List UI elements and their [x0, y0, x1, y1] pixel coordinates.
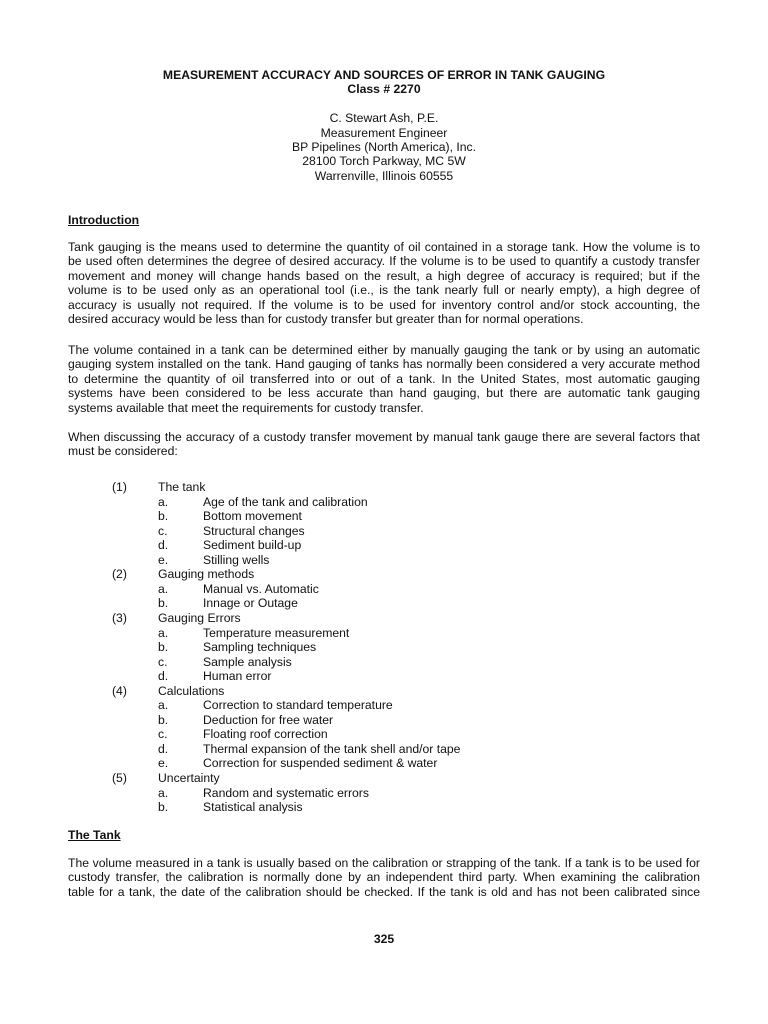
- factor-topic: Calculations: [158, 683, 225, 698]
- author-name: C. Stewart Ash, P.E.: [329, 111, 439, 125]
- paragraph-line: movement and money will change hands based on the result, a high degree of accuracy is required; but if the: [68, 268, 700, 283]
- subitem-letter: d.: [158, 538, 169, 553]
- factor-number: (5): [112, 771, 127, 785]
- subitem-letter: a.: [158, 785, 169, 800]
- the-tank-paragraph-1: [68, 856, 700, 899]
- subitem-text: Bottom movement: [203, 509, 302, 524]
- introduction-heading: Introduction: [68, 213, 140, 227]
- subitem-text: Structural changes: [203, 523, 305, 538]
- subitem-text: Floating roof correction: [203, 727, 328, 742]
- factor-number: (3): [112, 610, 127, 625]
- factor-topic: Gauging Errors: [158, 610, 241, 625]
- paragraph-line: table for a tank, the date of the calibration should be checked. If the tank is old and has not been calibrated since: [68, 884, 700, 899]
- paragraph-line: must be considered:: [68, 444, 178, 459]
- subitem-letter: d.: [158, 669, 169, 684]
- subitem-text: Sediment build-up: [203, 538, 302, 553]
- factor-topic: Gauging methods: [158, 567, 255, 582]
- paragraph-line: to determine the quantity of oil transferred into or out of a tank. In the United States, most automatic gauging: [68, 371, 700, 386]
- paragraph-line: Tank gauging is the means used to determine the quantity of oil contained in a storage tank. How the volume is to: [68, 240, 700, 254]
- paragraph-line: systems have been considered to be less accurate than hand gauging, but there are automatic tank gauging: [68, 386, 700, 401]
- factor-topic: The tank: [158, 480, 206, 494]
- subitem-letter: c.: [158, 727, 168, 742]
- subitem-letter: d.: [158, 741, 169, 756]
- paragraph-line: When discussing the accuracy of a custody transfer movement by manual tank gauge there are several factors that: [68, 430, 700, 444]
- subitem-text: Temperature measurement: [203, 625, 350, 640]
- author-address: 28100 Torch Parkway, MC 5W: [302, 154, 466, 168]
- subitem-letter: c.: [158, 523, 168, 538]
- subitem-text: Statistical analysis: [203, 800, 303, 815]
- page-number: 325: [373, 932, 395, 946]
- subitem-letter: b.: [158, 800, 169, 815]
- subitem-text: Innage or Outage: [203, 596, 298, 611]
- subitem-text: Stilling wells: [203, 552, 270, 567]
- factor-number: (4): [112, 683, 127, 698]
- subitem-text: Random and systematic errors: [203, 785, 369, 800]
- factor-topic: Uncertainty: [158, 771, 220, 785]
- subitem-text: Manual vs. Automatic: [203, 581, 319, 596]
- class-number: Class # 2270: [347, 82, 421, 96]
- subitem-letter: e.: [158, 552, 169, 567]
- subitem-text: Sampling techniques: [203, 640, 317, 655]
- factor-number: (1): [112, 480, 127, 494]
- paragraph-line: volume is to be used only as an operational tool (i.e., is the tank nearly full or nearly empty), a high degree of: [68, 283, 700, 298]
- introduction-paragraph-1: [68, 240, 700, 326]
- paragraph-line: systems available that meet the requirements for custody transfer.: [68, 400, 424, 415]
- subitem-text: Sample analysis: [203, 654, 292, 669]
- subitem-text: Deduction for free water: [203, 712, 334, 727]
- paragraph-line: be used often determines the degree of desired accuracy. If the volume is to be used to quantify a custody transfer: [68, 254, 700, 269]
- subitem-letter: b.: [158, 640, 169, 655]
- paragraph-line: gauging system installed on the tank. Hand gauging of tanks has normally been considered a very accurate method: [68, 357, 700, 372]
- paragraph-line: desired accuracy would be less than for custody transfer but greater than for normal operations.: [68, 311, 584, 326]
- document-title: MEASUREMENT ACCURACY AND SOURCES OF ERROR IN TANK GAUGING: [162, 68, 606, 82]
- paragraph-line: accuracy is usually not required. If the volume is to be used for inventory control and/or stock accounting, the: [68, 297, 700, 312]
- author-company: BP Pipelines (North America), Inc.: [291, 140, 476, 154]
- subitem-text: Correction for suspended sediment & water: [203, 756, 438, 771]
- subitem-letter: a.: [158, 698, 169, 713]
- the-tank-heading: The Tank: [68, 828, 121, 842]
- subitem-letter: c.: [158, 654, 168, 669]
- paragraph-line: The volume measured in a tank is usually based on the calibration or strapping of the tank. If a tank is to be used for: [68, 856, 700, 870]
- subitem-text: Age of the tank and calibration: [203, 494, 368, 509]
- paragraph-line: The volume contained in a tank can be determined either by manually gauging the tank or by using an automatic: [68, 343, 700, 357]
- introduction-paragraph-3: [68, 430, 700, 459]
- paragraph-line: custody transfer, the calibration is normally done by an independent third party. When examining the calibration: [68, 870, 700, 885]
- subitem-text: Correction to standard temperature: [203, 698, 393, 713]
- subitem-letter: b.: [158, 712, 169, 727]
- author-city: Warrenville, Illinois 60555: [314, 169, 454, 183]
- introduction-paragraph-2: [68, 343, 700, 415]
- subitem-letter: a.: [158, 625, 169, 640]
- subitem-text: Thermal expansion of the tank shell and/or tape: [203, 741, 461, 756]
- subitem-letter: a.: [158, 581, 169, 596]
- subitem-letter: a.: [158, 494, 169, 509]
- subitem-letter: e.: [158, 756, 169, 771]
- factor-number: (2): [112, 567, 127, 582]
- subitem-text: Human error: [203, 669, 272, 684]
- subitem-letter: b.: [158, 509, 169, 524]
- author-role: Measurement Engineer: [320, 126, 448, 140]
- subitem-letter: b.: [158, 596, 169, 611]
